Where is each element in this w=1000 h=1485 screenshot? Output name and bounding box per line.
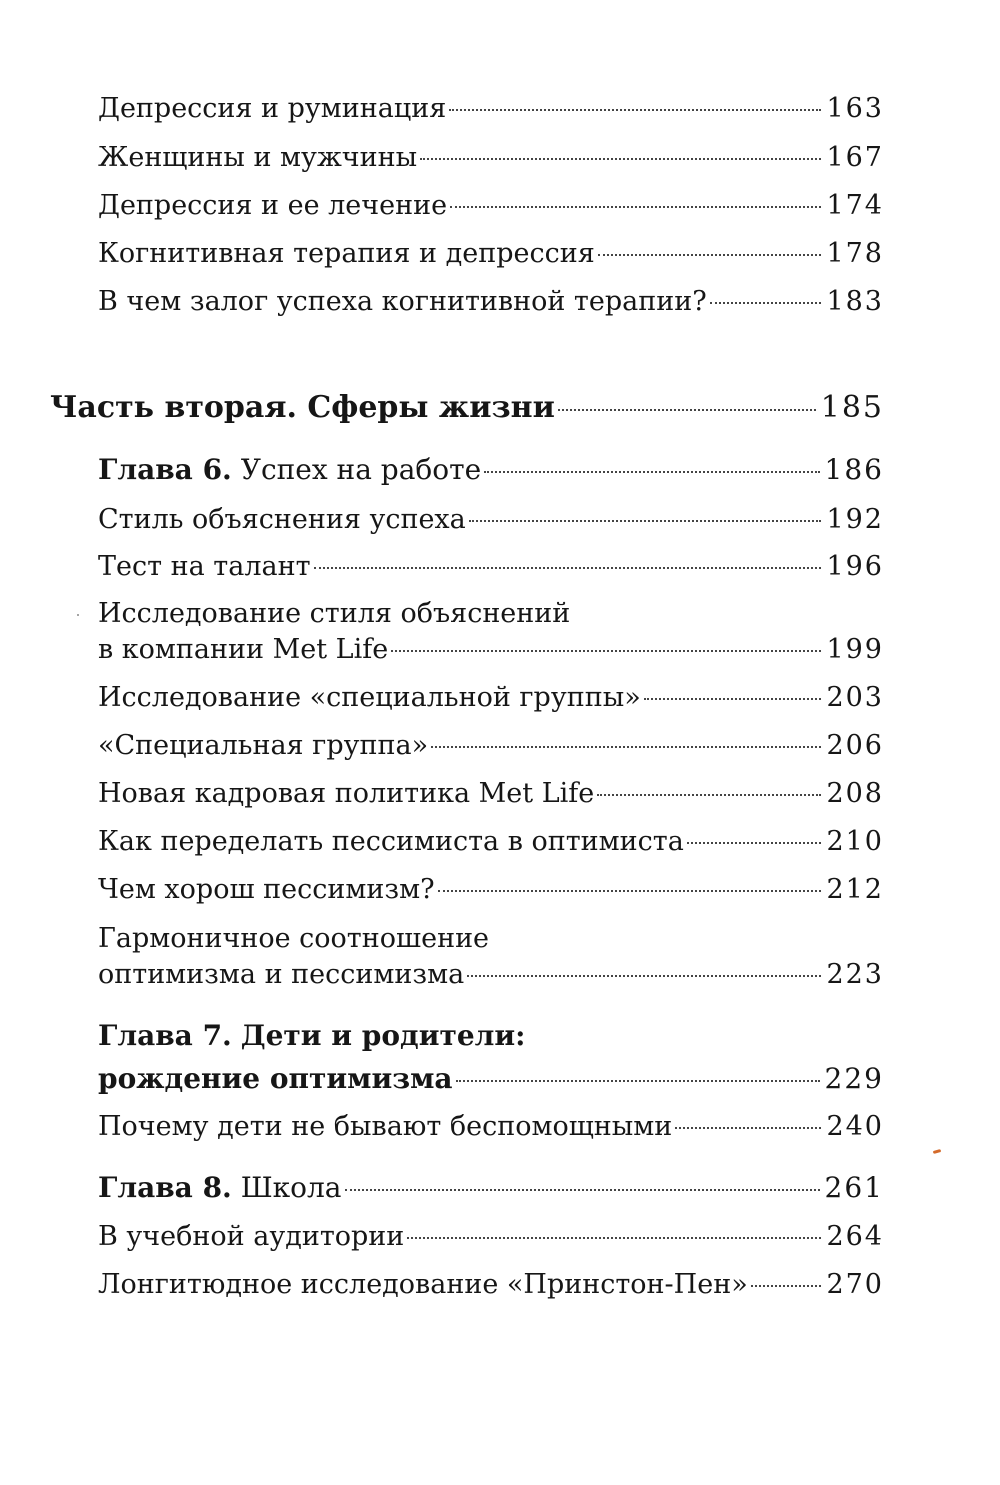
entry-page-number: 270 xyxy=(826,1269,884,1300)
entry-page-number: 167 xyxy=(826,142,884,173)
entry-title: Исследование «специальной группы» xyxy=(98,682,641,713)
toc-entry xyxy=(98,285,884,319)
entry-title: В учебной аудитории xyxy=(98,1221,405,1252)
chapter-page-number: 229 xyxy=(824,1062,884,1095)
dot-leader xyxy=(431,746,821,748)
chapter-label: Глава 8. xyxy=(98,1171,232,1204)
chapter-title-line1 xyxy=(98,1019,526,1053)
dot-leader xyxy=(449,109,821,111)
entry-title-line1: Гармоничное соотношение xyxy=(98,923,490,954)
chapter-title xyxy=(98,453,481,487)
dot-leader xyxy=(345,1189,820,1191)
entry-page-number: 210 xyxy=(826,826,884,857)
dot-leader xyxy=(469,520,822,522)
entry-page-number: 174 xyxy=(826,190,884,221)
toc-entry xyxy=(98,189,884,223)
chapter-label: Глава 6. xyxy=(98,453,232,486)
entry-title-line1: Исследование стиля объяснений xyxy=(98,598,571,629)
entry-page-number: 196 xyxy=(826,551,884,582)
entry-title: Депрессия и руминация xyxy=(98,93,447,124)
entry-page-number: 208 xyxy=(826,778,884,809)
dot-leader xyxy=(467,975,821,977)
chapter-label: Глава 7. xyxy=(98,1019,232,1052)
chapter-name: Школа xyxy=(240,1171,342,1204)
part-page-number: 185 xyxy=(820,390,884,425)
entry-page-number: 203 xyxy=(826,682,884,713)
chapter-name-line1: Дети и родители: xyxy=(240,1019,526,1052)
entry-page-number: 199 xyxy=(826,634,884,665)
scan-mark xyxy=(933,1149,942,1154)
dot-leader xyxy=(598,254,822,256)
scan-speck xyxy=(77,614,79,616)
entry-title: Чем хорош пессимизм? xyxy=(98,874,435,905)
entry-title: Тест на талант xyxy=(98,551,311,582)
entry-title: «Специальная группа» xyxy=(98,730,429,761)
toc-chapter-heading xyxy=(98,453,884,487)
entry-page-number: 240 xyxy=(826,1111,884,1142)
entry-page-number: 223 xyxy=(826,959,884,990)
entry-title: Почему дети не бывают беспомощными xyxy=(98,1111,673,1142)
toc-entry xyxy=(98,873,884,907)
dot-leader xyxy=(644,698,822,700)
dot-leader xyxy=(456,1080,820,1082)
entry-title: Женщины и мужчины xyxy=(98,142,418,173)
toc-entry xyxy=(98,729,884,763)
toc-entry xyxy=(98,681,884,715)
dot-leader xyxy=(751,1285,822,1287)
dot-leader xyxy=(391,650,821,652)
entry-title: Когнитивная терапия и депрессия xyxy=(98,238,595,269)
entry-title: Лонгитюдное исследование «Принстон-Пен» xyxy=(98,1269,748,1300)
dot-leader xyxy=(675,1127,821,1129)
dot-leader xyxy=(558,409,816,411)
dot-leader xyxy=(420,158,821,160)
entry-title-line2: в компании Met Life xyxy=(98,634,389,665)
toc-entry xyxy=(98,777,884,811)
dot-leader xyxy=(314,567,822,569)
toc-entry xyxy=(98,633,884,667)
entry-page-number: 212 xyxy=(826,874,884,905)
dot-leader xyxy=(484,471,819,473)
toc-entry xyxy=(98,92,884,126)
chapter-page-number: 186 xyxy=(824,453,884,486)
toc-chapter-heading xyxy=(98,1171,884,1205)
entry-page-number: 206 xyxy=(826,730,884,761)
entry-title-line2: оптимизма и пессимизма xyxy=(98,959,465,990)
toc-entry xyxy=(98,503,884,537)
toc-entry xyxy=(98,1268,884,1302)
chapter-name-line2: рождение оптимизма xyxy=(98,1062,453,1095)
chapter-title xyxy=(98,1171,342,1205)
chapter-name: Успех на работе xyxy=(240,453,482,486)
dot-leader xyxy=(407,1237,821,1239)
dot-leader xyxy=(687,842,822,844)
entry-page-number: 264 xyxy=(826,1221,884,1252)
dot-leader xyxy=(710,302,822,304)
entry-title: Как переделать пессимиста в оптимиста xyxy=(98,826,684,857)
entry-page-number: 183 xyxy=(826,286,884,317)
toc-entry xyxy=(98,237,884,271)
entry-title: Депрессия и ее лечение xyxy=(98,190,448,221)
entry-page-number: 163 xyxy=(826,93,884,124)
dot-leader xyxy=(450,206,821,208)
entry-title: Стиль объяснения успеха xyxy=(98,504,466,535)
entry-page-number: 178 xyxy=(826,238,884,269)
entry-page-number: 192 xyxy=(826,504,884,535)
toc-part-heading xyxy=(50,391,884,425)
entry-title: В чем залог успеха когнитивной терапии? xyxy=(98,286,707,317)
toc-entry xyxy=(98,958,884,992)
dot-leader xyxy=(597,794,821,796)
entry-title: Новая кадровая политика Met Life xyxy=(98,778,595,809)
toc-entry xyxy=(98,141,884,175)
toc-entry xyxy=(98,1110,884,1144)
toc-entry xyxy=(98,1220,884,1254)
toc-entry xyxy=(98,825,884,859)
toc-entry xyxy=(98,550,884,584)
part-title: Часть вторая. Сферы жизни xyxy=(50,390,555,425)
toc-chapter-heading xyxy=(98,1062,884,1096)
chapter-page-number: 261 xyxy=(824,1171,884,1204)
dot-leader xyxy=(438,890,822,892)
